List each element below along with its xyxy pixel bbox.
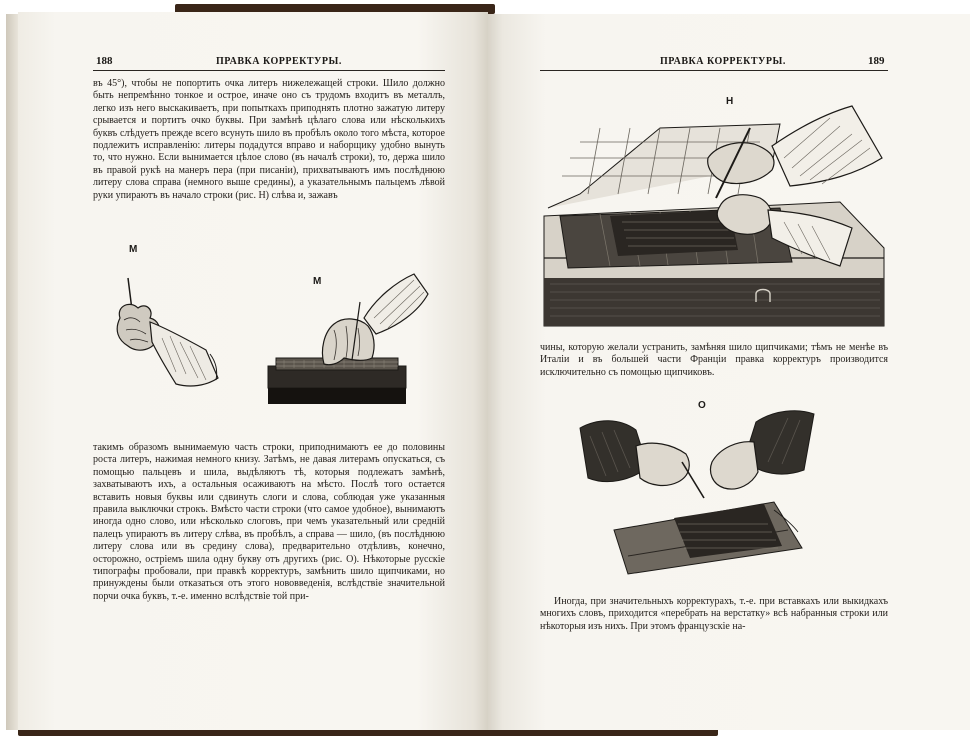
- body-text-middle: [540, 342, 888, 379]
- hand-on-type-engraving: [264, 268, 432, 410]
- figure-label: О: [698, 400, 706, 411]
- paragraph: въ 45°), чтобы не попортить очка литеръ нижележащей строки. Шило должно быть непремѣнно тонкое и острое, иначе оно съ трудомъ входитъ въ металлъ, легко изъ него выскакиваетъ, при попыткахъ приподнять плотно зажатую литеру срывается и портитъ очко буквы. При замѣнѣ цѣлаго слова или нѣсколькихъ буквъ слѣдуетъ прежде всего всунуть шило въ пробѣлъ около того мѣста, которое подлежитъ исправленію: литеры подадутся вправо и наборщику удобно вынуть то, что нужно. Если вынимается цѣлое слово (въ началѣ строки), то, держа шило въ правой рукѣ на манеръ пера (при писаніи), прихватываютъ имъ послѣднюю литеру слова справа (немного выше средины), а указательнымъ пальцемъ лѣвой руки упираютъ въ начало строки (рис. Н) слѣва и, зажавъ: [93, 78, 445, 201]
- body-text-bottom: [93, 442, 445, 603]
- page-number: 189: [868, 55, 885, 67]
- tweezers-galley-engraving: [578, 406, 816, 576]
- running-head: ПРАВКА КОРРЕКТУРЫ.: [216, 56, 342, 67]
- figure-label: М: [313, 276, 322, 287]
- paragraph: Иногда, при значительныхъ корректурахъ, т.-е. при вставкахъ или выкидкахъ многихъ словъ, приходится «перебрать на верстатку» всѣ набранныя строки или нѣкоторыя изъ нихъ. При этомъ французскіе на-: [540, 596, 888, 632]
- left-page: [18, 12, 488, 730]
- page-number: 188: [96, 55, 113, 67]
- figure-label: М: [129, 244, 138, 255]
- running-head: ПРАВКА КОРРЕКТУРЫ.: [660, 56, 786, 67]
- paragraph: чины, которую желали устранить, замѣняя шило щипчиками; тѣмъ не менѣе въ Италіи и въ большей части Франціи правка корректуръ производится исключительно съ помощью щипчиковъ.: [540, 342, 888, 378]
- header-rule: [540, 70, 888, 71]
- hand-with-awl-engraving: [106, 258, 226, 408]
- type-case-engraving: [540, 98, 888, 330]
- header-rule: [93, 70, 445, 71]
- paragraph: такимъ образомъ вынимаемую часть строки, приподнимаютъ ее до половины роста литеръ, нажимая немного книзу. Затѣмъ, не давая литерамъ опускаться, съ помощью пальцевъ и шила, выдѣляютъ тѣ, которыя подлежатъ замѣнѣ, захватываютъ ихъ, а остальныя осаживаютъ на мѣсто. Послѣ того остается вставить новыя буквы или сдвинуть слоги и слова, соблюдая уже указанныя правила выключки строкъ. Вмѣсто части строки (что самое удобное), вынимаютъ иногда одно слово, или нѣсколько слоговъ, при чемъ указательный или средній палецъ упираютъ въ литеру слѣва, въ пробѣлъ, а справа — шило, (въ послѣднюю литеру слова или въ средину слова), предварительно отдѣливъ, конечно, осторожно, остріемъ шила одну букву отъ другихъ (рис. О). Нѣкоторые русскіе типографы пробовали, при правкѣ корректуръ, замѣнить шило щипчиками, но принуждены были отказаться отъ этого нововведенія, вслѣдствіе значительной порчи очка буквъ, т.-е. именно вслѣдствіе той при-: [93, 442, 445, 602]
- body-text-bottom: [540, 596, 888, 633]
- right-page: [488, 14, 970, 730]
- body-text-top: [93, 78, 445, 202]
- figure-label: Н: [726, 96, 734, 107]
